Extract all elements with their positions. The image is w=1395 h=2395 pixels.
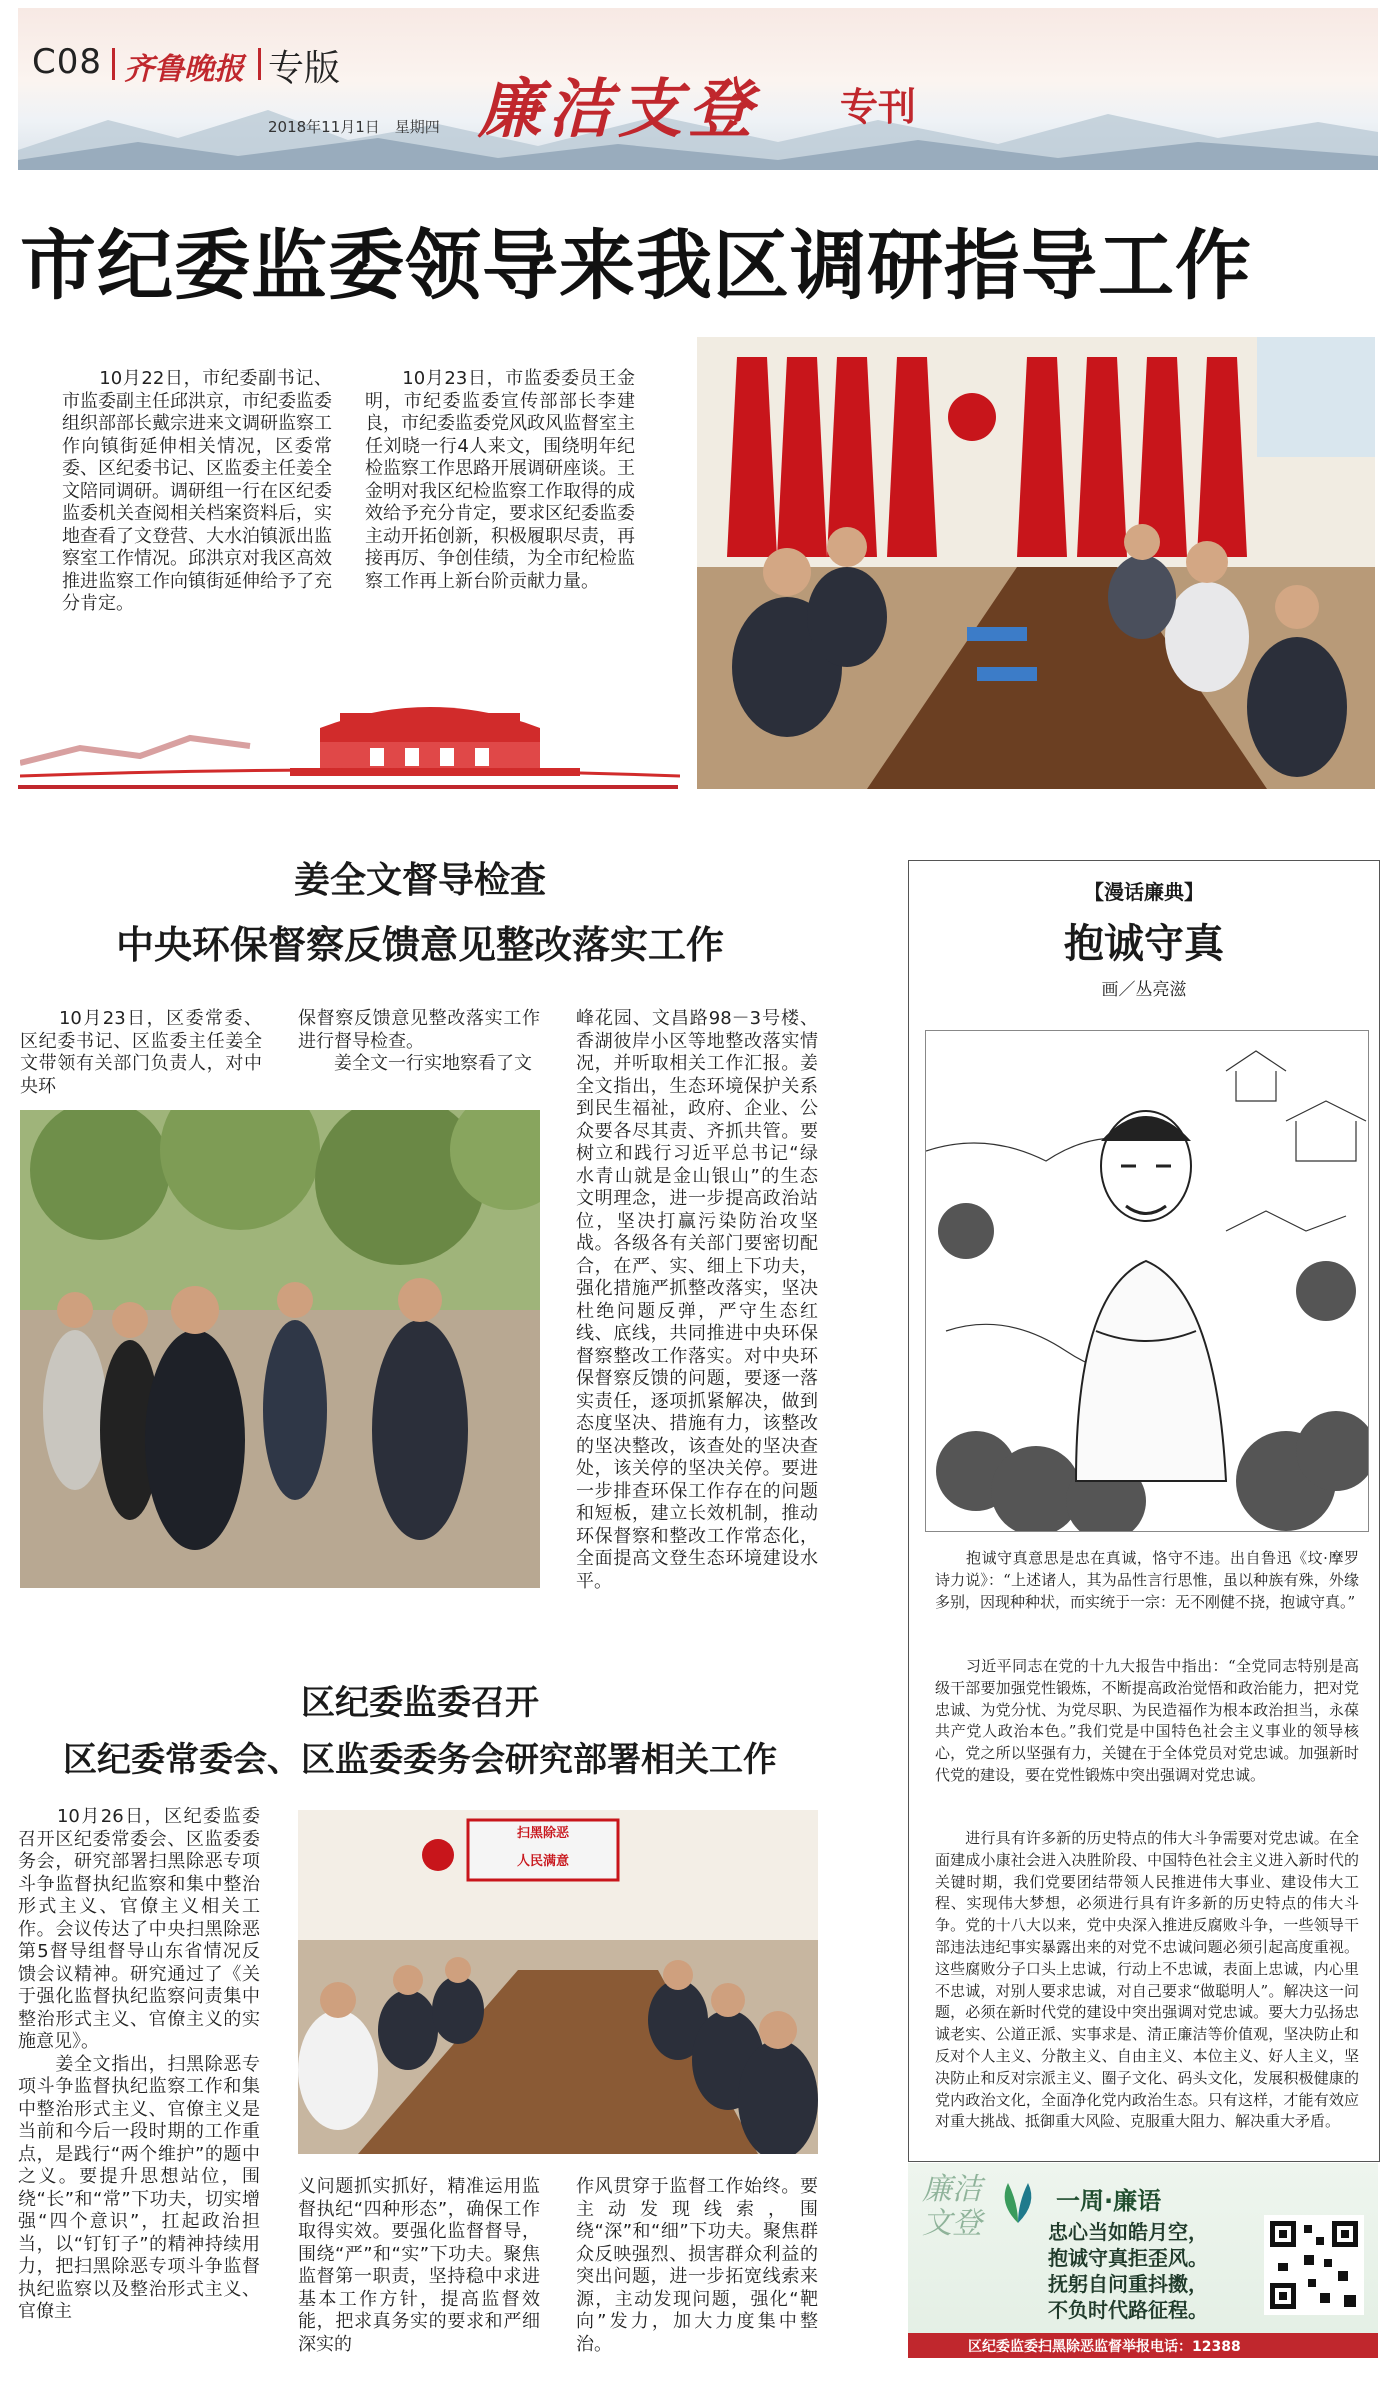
article3-headline: 区纪委常委会、区监委委务会研究部署相关工作 (63, 1740, 777, 1780)
lotus-logo-icon (988, 2173, 1048, 2233)
column-logo: 廉洁支登 (478, 72, 758, 147)
divider (112, 48, 115, 80)
cartoon-title: 抱诚守真 (1064, 921, 1224, 967)
article2-headline: 中央环保督察反馈意见整改落实工作 (115, 923, 724, 967)
cartoon-paragraph-3: 进行具有许多新的历史特点的伟大斗争需要对党忠诚。在全面建成小康社会进入决胜阶段、中国特色社会主义进入新时代的关键时期，我们党要团结带领人民推进伟大事业、建设伟大工程、实现伟大梦想，必须进行具有许多新的历史特点的伟大斗争。党的十八大以来，党中央深入推进反腐败斗争，一些领导干部违法违纪事实暴露出来的对党不忠诚问题必须引起高度重视。这些腐败分子口头上忠诚，行动上不忠诚，表面上忠诚，内心里不忠诚，对别人要求忠诚，对自己要求“做聪明人”。解决这一问题，必须在新时代党的建设中突出强调对党忠诚。要大力弘扬忠诚老实、公道正派、实事求是、清正廉洁等价值观，坚决防止和反对个人主义、分散主义、自由主义、本位主义、好人主义，坚决防止和反对宗派主义、圈子文化、码头文化，发展积极健康的党内政治文化，全面净化党内政治生态。只有这样，才能有效应对重大挑战、抵御重大风险、克服重大阻力、解决重大矛盾。 (935, 1829, 1359, 2131)
section-name: 专版 (268, 48, 341, 89)
cartoon-paragraph-2: 习近平同志在党的十九大报告中指出：“全党同志特别是高级干部要加强党性锻炼，不断提高政治觉悟和政治能力，把对党忠诚、为党分忧、为党尽职、为民造福作为根本政治担当，永葆共产党人政治本色。”我们党是中国特色社会主义事业的领导核心，党之所以坚强有力，关键在于全体党员对党忠诚。加强新时代党的建设，要在党性锻炼中突出强调对党忠诚。 (935, 1657, 1359, 1784)
cartoon-illustration (925, 1030, 1369, 1532)
article2-col3: 峰花园、文昌路98－3号楼、香湖彼岸小区等地整改落实情况，并听取相关工作汇报。姜全文指出，生态环境保护关系到民生福祉，政府、企业、公众要各尽其责、齐抓共管。要树立和践行习近平总书记“绿水青山就是金山银山”的生态文明理念，进一步提高政治站位，坚决打赢污染防治攻坚战。各级各有关部门要密切配合，在严、实、细上下功夫，强化措施严抓整改落实，坚决杜绝问题反弹，严守生态红线、底线，共同推进中央环保督察整改工作落实。对中央环保督察反馈的问题，要逐一落实责任，逐项抓紧解决，做到态度坚决、措施有力，该整改的坚决整改，该查处的坚决查处，该关停的坚决关停。要进一步排查环保工作存在的问题和短板，建立长效机制，推动环保督察和整改工作常态化，全面提高文登生态环境建设水平。 (576, 1008, 818, 1592)
weekly-maxim-title: 一周·廉语 (1056, 2187, 1162, 2215)
cartoon-paragraph-1: 抱诚守真意思是忠在真诚，恪守不违。出自鲁迅《坟·摩罗诗力说》：“上述诸人，其为品性言行思惟，虽以种族有殊，外缘多别，因现种种状，而实统于一宗：无不刚健不挠，抱诚守真。” (935, 1549, 1359, 1611)
article3-col2: 义问题抓实抓好，精准运用监督执纪“四种形态”，确保工作取得实效。要强化监督督导，围绕“严”和“实”下功夫。聚焦监督第一职责，坚持稳中求进基本工作方针，提高监督效能，把求真务实的要求和严细深实的 (298, 2176, 540, 2355)
calligraphy-decoration: 廉洁文登 (922, 2172, 982, 2241)
weekly-maxim-line3: 抚躬自问重抖擞， (1048, 2272, 1208, 2296)
weekly-maxim-line2: 抱诚守真拒歪风。 (1048, 2246, 1208, 2270)
article3-col3: 作风贯穿于监督工作始终。要主动发现线索，围绕“深”和“细”下功夫。聚焦群众反映强烈、损害群众利益的突出问题，进一步拓宽线索来源，主动发现问题，强化“靶向”发力，加大力度集中整治。 (576, 2176, 818, 2355)
article1-col1: 10月22日，市纪委副书记、市监委副主任邱洪京，市纪委监委组织部部长戴宗进来文调研监察工作向镇街延伸相关情况，区委常委、区纪委书记、区监委主任姜全文陪同调研。调研组一行在区纪委监委机关查阅相关档案资料后，实地查看了文登营、大水泊镇派出监察室工作情况。邱洪京对我区高效推进监察工作向镇街延伸给予了充分肯定。 (62, 368, 332, 614)
divider (258, 48, 261, 80)
photo-banner-line1: 扫黑除恶 (516, 1826, 569, 1841)
article2-subhead: 姜全文督导检查 (293, 860, 546, 901)
cartoon-column-tag: 【漫话廉典】 (1084, 880, 1204, 904)
qr-code-icon (1264, 2215, 1364, 2315)
weekly-maxim-box (908, 2163, 1378, 2358)
column-subtitle: 专刊 (840, 85, 917, 129)
cartoon-author: 画／丛亮滋 (1101, 980, 1187, 1000)
page-number: C08 (32, 42, 103, 82)
newspaper-logo: 齐鲁晚报 (124, 52, 244, 87)
main-headline: 市纪委监委领导来我区调研指导工作 (20, 221, 1252, 310)
hotline-text: 区纪委监委扫黑除恶监督举报电话：12388 (968, 2339, 1241, 2355)
article2-col1: 10月23日，区委常委、区纪委书记、区监委主任姜全文带领有关部门负责人，对中央环 (20, 1008, 262, 1097)
article1-col2: 10月23日，市监委委员王金明，市纪委监委宣传部部长李建良，市纪委监委党风政风监督室主任刘晓一行4人来文，围绕明年纪检监察工作思路开展调研座谈。王金明对我区纪检监察工作取得的成效给予充分肯定，要求区纪委监委主动开拓创新，积极履职尽责，再接再厉、争创佳绩，为全市纪检监察工作再上新台阶贡献力量。 (365, 368, 635, 592)
article2-col2: 保督察反馈意见整改落实工作进行督导检查。 姜全文一行实地察看了文 (298, 1008, 540, 1074)
photo-inspection (20, 1110, 540, 1588)
great-wall-decoration (20, 668, 680, 788)
article3-col1: 10月26日，区纪委监委召开区纪委常委会、区监委委务会，研究部署扫黑除恶专项斗争监督执纪监察和集中整治形式主义、官僚主义相关工作。会议传达了中央扫黑除恶第5督导组督导山东省情况反馈会议精神。研究通过了《关于强化监督执纪监察问责集中整治形式主义、官僚主义的实施意见》。 姜全文指出，扫黑除恶专项斗争监督执纪监察工作和集中整治形式主义、官僚主义是当前和今后一段时期的工作重点，是践行“两个维护”的题中之义。要提升思想站位，围绕“长”和“常”下功夫，切实增强“四个意识”，扛起政治担当，以“钉钉子”的精神持续用力，把扫黑除恶专项斗争监督执纪监察以及整治形式主义、官僚主 (18, 1806, 260, 2322)
weekly-maxim-line1: 忠心当如皓月空， (1048, 2220, 1208, 2244)
photo-committee-meeting (298, 1810, 818, 2154)
issue-date: 2018年11月1日 星期四 (268, 118, 440, 136)
photo-meeting-room (697, 337, 1375, 789)
article3-subhead: 区纪委监委召开 (301, 1683, 539, 1723)
photo-banner-line2: 人民满意 (516, 1854, 569, 1869)
weekly-maxim-line4: 不负时代路征程。 (1048, 2298, 1208, 2322)
red-rule (18, 785, 678, 789)
